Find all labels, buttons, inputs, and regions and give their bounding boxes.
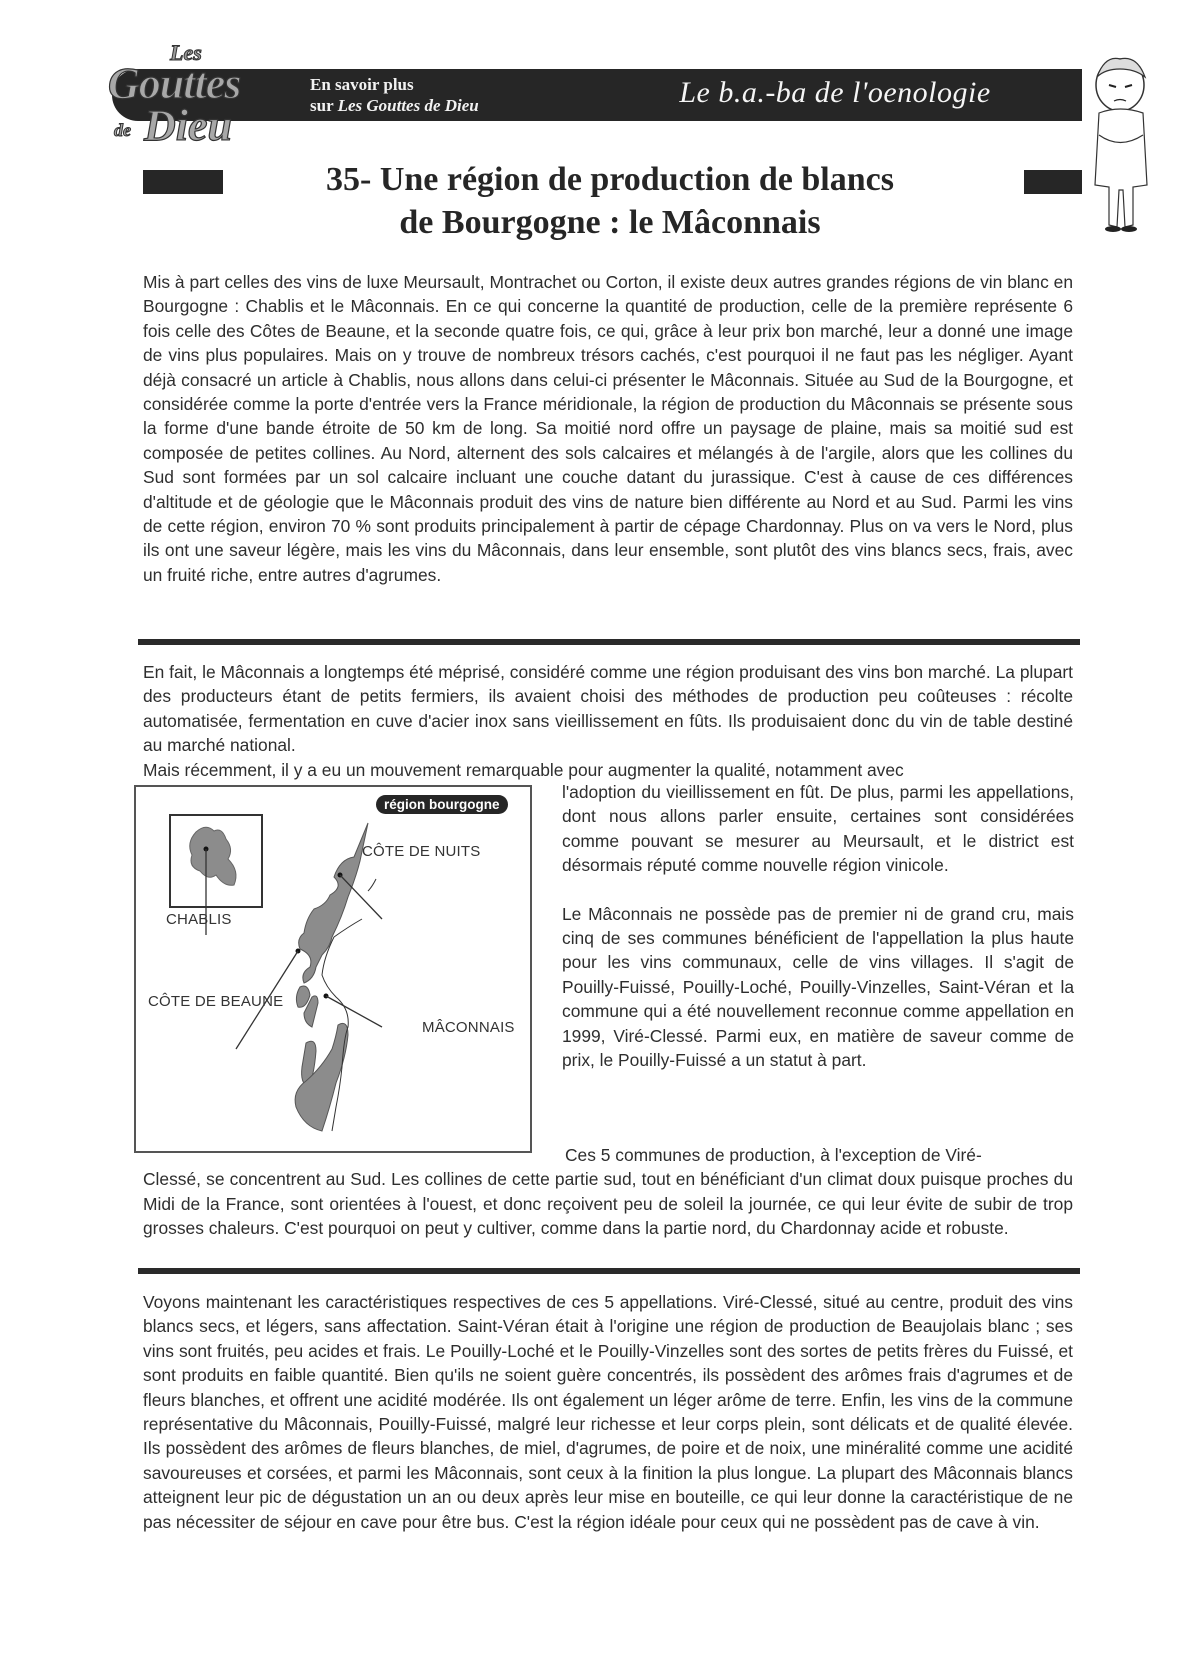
bourgogne-region-map	[134, 785, 532, 1153]
subtitle-italic: Les Gouttes de Dieu	[337, 96, 479, 115]
section3-text: Voyons maintenant les caractéristiques respectives de ces 5 appellations. Viré-Clessé, situé au centre, produit des vins blancs secs, et légers, sans affectation. Saint-Véran était à l'origine une région de production de Beaujolais blanc ; ses vins sont fruités, peu acides et frais. Le Pouilly-Loché et le Pouilly-Vinzelles sont des sortes de petits frères du Fuissé, et sont produits en faible quantité. Bien qu'ils ne soient guère concentrés, ils possèdent des arômes frais d'agrumes et de fleurs blanches, et offrent une acidité modérée. Ils ont également un léger arôme de terre. Enfin, les vins de la commune représentative du Mâconnais, Pouilly-Fuissé, malgré leur richesse et leur corps plein, sont délicats et de qualité élevée. Ils possèdent des arômes de fleurs blanches, de miel, d'agrumes, de poire et de noix, une minéralité comme une acidité savoureuses et corsées, et parmi les Mâconnais, sont ceux à la finition la plus longue. La plupart des Mâconnais blancs atteignent leur pic de dégustation un an ou deux après leur mise en bouteille, ce qui leur donne la caractéristique de ne pas nécessiter de séjour en cave pour être bus. C'est la région idéale pour ceux qui ne possèdent pas de cave à vin.	[143, 1292, 1073, 1532]
subtitle-prefix: sur	[310, 96, 338, 115]
header-subtitle	[310, 74, 479, 116]
map-label-maconnais: MÂCONNAIS	[422, 1019, 515, 1036]
section2-p4-lead: Ces 5 communes de production, à l'exception de Viré-	[565, 1145, 982, 1165]
map-label-cote-de-beaune: CÔTE DE BEAUNE	[148, 993, 284, 1010]
map-side-column	[562, 780, 1074, 1072]
section2-closing-paragraph	[143, 1143, 1073, 1241]
section2-p1-text: En fait, le Mâconnais a longtemps été méprisé, considéré comme une région produisant des vins bon marché. La plupart des producteurs étant de petits fermiers, ils avaient choisi des méthodes de production peu coûteuses : récolte automatisée, fermentation en cuve d'acier inox sans vieillissement en fûts. Ils produisaient donc du vin de table destiné au marché national.	[143, 662, 1073, 756]
intro-text: Mis à part celles des vins de luxe Meursault, Montrachet ou Corton, il existe deux autres grandes régions de vin blanc en Bourgogne : Chablis et le Mâconnais. En ce qui concerne la quantité de production, celle de la première représente 6 fois celle des Côtes de Beaune, et la seconde quatre fois, ce qui, grâce à leur prix bon marché, leur a donné une image de vins plus populaires. Mais on y trouve de nombreux trésors cachés, c'est pourquoi il ne faut pas les négliger. Ayant déjà consacré un article à Chablis, nous allons dans celui-ci présenter le Mâconnais. Située au Sud de la Bourgogne, et considérée comme la porte d'entrée vers la France méridionale, la région de production du Mâconnais se présente sous la forme d'une bande étroite de 50 km de long. Sa moitié nord offre un paysage de plaine, mais sa moitié sud est composée de petites collines. Au Nord, alternent des sols calcaires et mélangés à de l'argile, alors que les collines du Sud sont formées par un sol calcaire incluant une couche datant du jurassique. C'est à cause de ces différences d'altitude et de géologie que le Mâconnais produit des vins de nature bien différente au Nord et au Sud. Parmi les vins de cette région, environ 70 % sont produits principalement à partir de cépage Chardonnay. Plus on va vers le Nord, plus ils ont une saveur légère, mais les vins du Mâconnais, dans leur ensemble, sont plutôt des vins blancs secs, frais, avec un fruité riche, entre autres d'agrumes.	[143, 272, 1073, 585]
logo-dieu: Dieu	[144, 101, 232, 150]
map-label-chablis: CHABLIS	[166, 911, 232, 928]
logo-gouttes: Gouttes	[108, 59, 241, 108]
section2-p4-text: Clessé, se concentrent au Sud. Les collines de cette partie sud, tout en bénéficiant d'un climat doux puisque proches du Midi de la France, sont orientées à l'ouest, et donc reçoivent peu de soleil la journée, ce qui leur évite de subir de trop grosses chaleurs. C'est pourquoi on peut y cultiver, comme dans la partie nord, du Chardonnay acide et robuste.	[143, 1169, 1073, 1239]
map-illustration	[136, 787, 530, 1151]
header-subtitle-line2	[310, 95, 479, 116]
section3-paragraph	[143, 1290, 1073, 1534]
section2-p2-lead: Mais récemment, il y a eu un mouvement remarquable pour augmenter la qualité, notamment avec	[143, 759, 904, 780]
map-region-badge: région bourgogne	[376, 795, 508, 814]
article-title	[140, 158, 1080, 244]
section2-p2-column-text: l'adoption du vieillissement en fût. De plus, parmi les appellations, dont nous allons parler ensuite, certaines sont considérées comme pouvant se mesurer au Meursault, et le district est désormais réputé comme nouvelle région vinicole.	[562, 782, 1074, 876]
section2-paragraph	[143, 660, 1073, 782]
header-subtitle-line1: En savoir plus	[310, 75, 414, 94]
les-gouttes-de-dieu-logo	[100, 38, 300, 156]
section-divider-1	[138, 639, 1080, 645]
mascot-character-icon	[1085, 55, 1155, 235]
section2-p3-column-text: Le Mâconnais ne possède pas de premier ni de grand cru, mais cinq de ses communes bénéficient de l'appellation la plus haute pour les vins communaux, celle de vins villages. Il s'agit de Pouilly-Fuissé, Pouilly-Loché, Pouilly-Vinzelles, Saint-Véran et la commune qui a été nouvellement reconnue comme appellation en 1999, Viré-Clessé. Parmi eux, en matière de saveur comme de prix, le Pouilly-Fuissé a un statut à part.	[562, 903, 1074, 1071]
intro-paragraph	[143, 270, 1073, 587]
logo-les: Les	[170, 40, 202, 65]
section-divider-2	[138, 1268, 1080, 1274]
map-label-cote-de-nuits: CÔTE DE NUITS	[362, 843, 481, 860]
series-title: Le b.a.-ba de l'oenologie	[679, 76, 991, 109]
logo-de: de	[114, 120, 131, 140]
article-title-line2: de Bourgogne : le Mâconnais	[399, 204, 821, 241]
article-title-line1: 35- Une région de production de blancs	[326, 161, 894, 198]
